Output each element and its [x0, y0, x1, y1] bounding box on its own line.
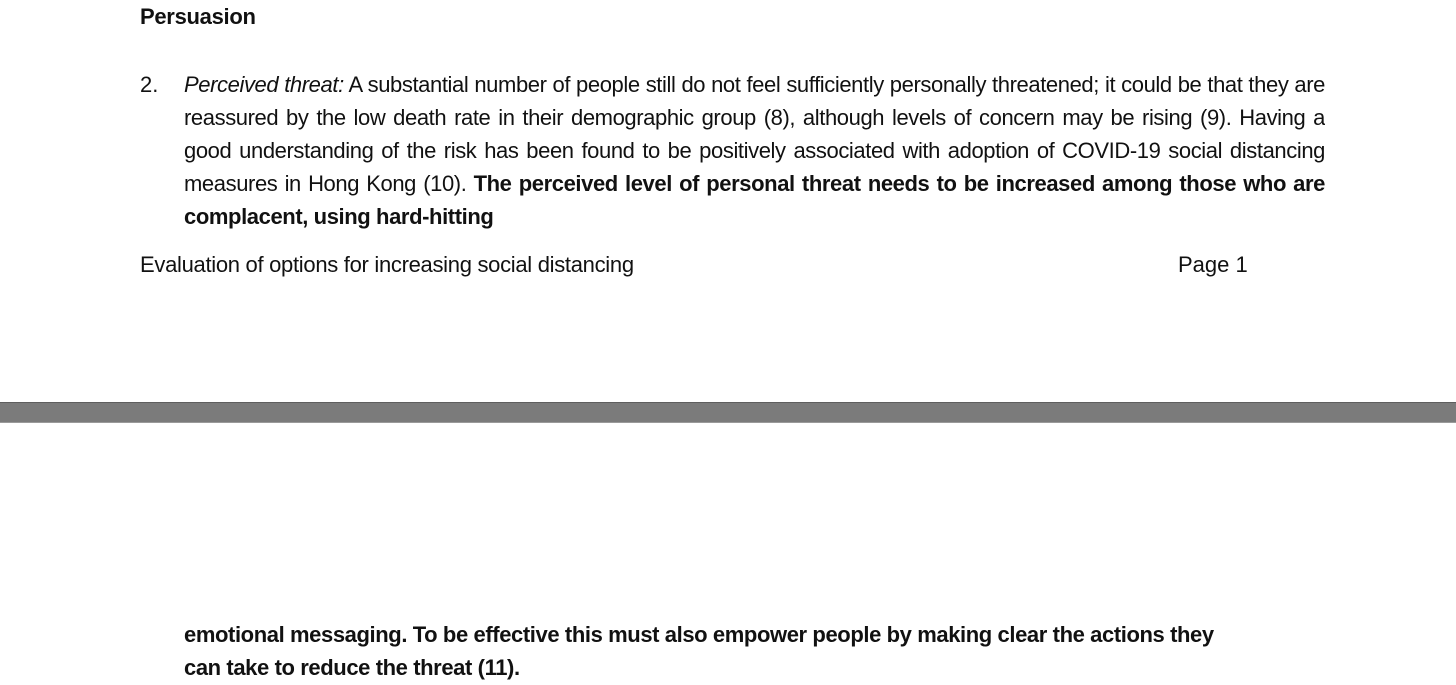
item-bold-text: The perceived level of personal threat needs to be increased among those who are complacent, using hard-hitting	[184, 171, 1325, 229]
footer-page-number: Page 1	[1178, 252, 1248, 277]
continued-line-1: emotional messaging. To be effective this must also empower people by making clear the actions they	[184, 622, 1214, 647]
item-body-text: A substantial number of people still do not feel sufficiently personally threatened; it could be that they are reassured by the low death rate in their demographic group (8), although levels of concern may be rising (9). Having a good understanding of the risk has been found to be positively associated with adoption of COVID-19 social distancing measures in Hong Kong (10).	[184, 72, 1325, 196]
list-item-number: 2.	[140, 72, 159, 97]
list-item-paragraph	[184, 68, 1325, 233]
item-lead-text: Perceived threat:	[184, 72, 344, 97]
continued-line-2: can take to reduce the threat (11).	[184, 655, 520, 680]
continued-paragraph	[184, 618, 1325, 684]
footer-document-title: Evaluation of options for increasing social distancing	[140, 252, 634, 277]
document-page-2	[0, 423, 1456, 685]
page-break-divider	[0, 402, 1456, 423]
section-heading: Persuasion	[140, 4, 256, 29]
